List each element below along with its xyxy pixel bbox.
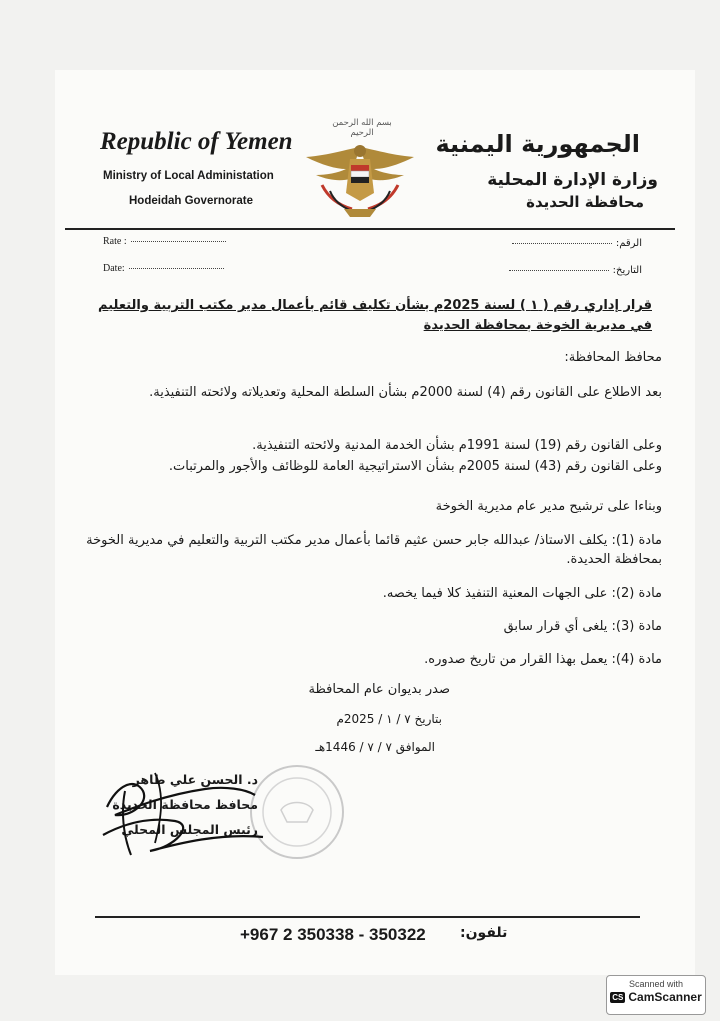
header-en-title: Republic of Yemen [100,128,293,155]
scanned-with-text: Scanned with [628,979,684,989]
ref-field [512,238,642,249]
phone-numbers: +967 2 350338 - 350322 [240,925,426,944]
handwritten-signature-icon [95,755,275,865]
decision-subject: قرار إداري رقم ( ١ ) لسنة 2025م بشأن تكليف قائم بأعمال مدير مكتب التربية والتعليم في مديرية الخوخة بمحافظة الحديدة [98,298,652,333]
footer-divider [95,916,640,918]
header-en-ministry: Ministry of Local Administation [103,170,274,182]
camscanner-watermark [606,975,706,1015]
article-1: مادة (1): يكلف الاستاذ/ عبدالله جابر حسن عثيم قائما بأعمال مدير مكتب التربية والتعليم في مديرية الخوخة بمحافظة الحديدة. [86,533,662,567]
camscanner-brand: CamScanner [628,990,702,1004]
ref-label: الرقم: [615,238,642,249]
rate-label: Rate : [103,236,127,247]
date-field [103,263,224,274]
issue-date-hijri: الموافق ٧ / ٧ / 1446هـ [315,740,435,754]
header-ar-ministry: وزارة الإدارة المحلية [487,170,658,190]
article-4: مادة (4): يعمل بهذا القرار من تاريخ صدوره. [424,652,662,667]
header-ar-governorate: محافظة الحديدة [526,193,644,211]
preamble-nomination: وبناءا على ترشيح مدير عام مديرية الخوخة [435,499,662,514]
signatory-title: محافظ محافظة الحديدة [112,797,258,812]
preamble-law-19: وعلى القانون رقم (19) لسنة 1991م بشأن الخدمة المدنية ولائحته التنفيذية. [252,438,662,453]
date-ar-field [509,265,642,276]
salutation: محافظ المحافظة: [564,350,662,365]
preamble-law-43: وعلى القانون رقم (43) لسنة 2005م بشأن الاستراتيجية العامة للوظائف والأجور والمرتبات. [168,459,662,474]
issue-date-gregorian: بتاريخ ٧ / ١ / 2025م [336,712,442,726]
signatory-name: د. الحسن علي طاهر [132,772,258,787]
basmala: بسم الله الرحمن الرحيم [332,118,392,138]
yemen-eagle-emblem-icon [300,135,420,225]
article-2: مادة (2): على الجهات المعنية التنفيذ كلا فيما يخصه. [382,586,662,601]
header-ar-title: الجمهورية اليمنية [435,130,640,158]
article-3: مادة (3): يلغى أي قرار سابق [503,619,662,634]
signatory-council-title: رئيس المجلس المحلي [121,822,258,837]
issued-at: صدر بديوان عام المحافظة [308,682,450,697]
header-divider [65,228,675,230]
date-ar-label: التاريخ: [612,265,642,276]
phone-label: تلفون: [460,925,508,941]
header-en-governorate: Hodeidah Governorate [129,195,253,207]
rate-field [103,236,226,247]
date-label: Date: [103,263,125,274]
camscanner-logo-icon: CS [612,993,624,1003]
preamble-law-4: بعد الاطلاع على القانون رقم (4) لسنة 2000م بشأن السلطة المحلية وتعديلاته ولائحته التنفيذية. [149,385,662,400]
